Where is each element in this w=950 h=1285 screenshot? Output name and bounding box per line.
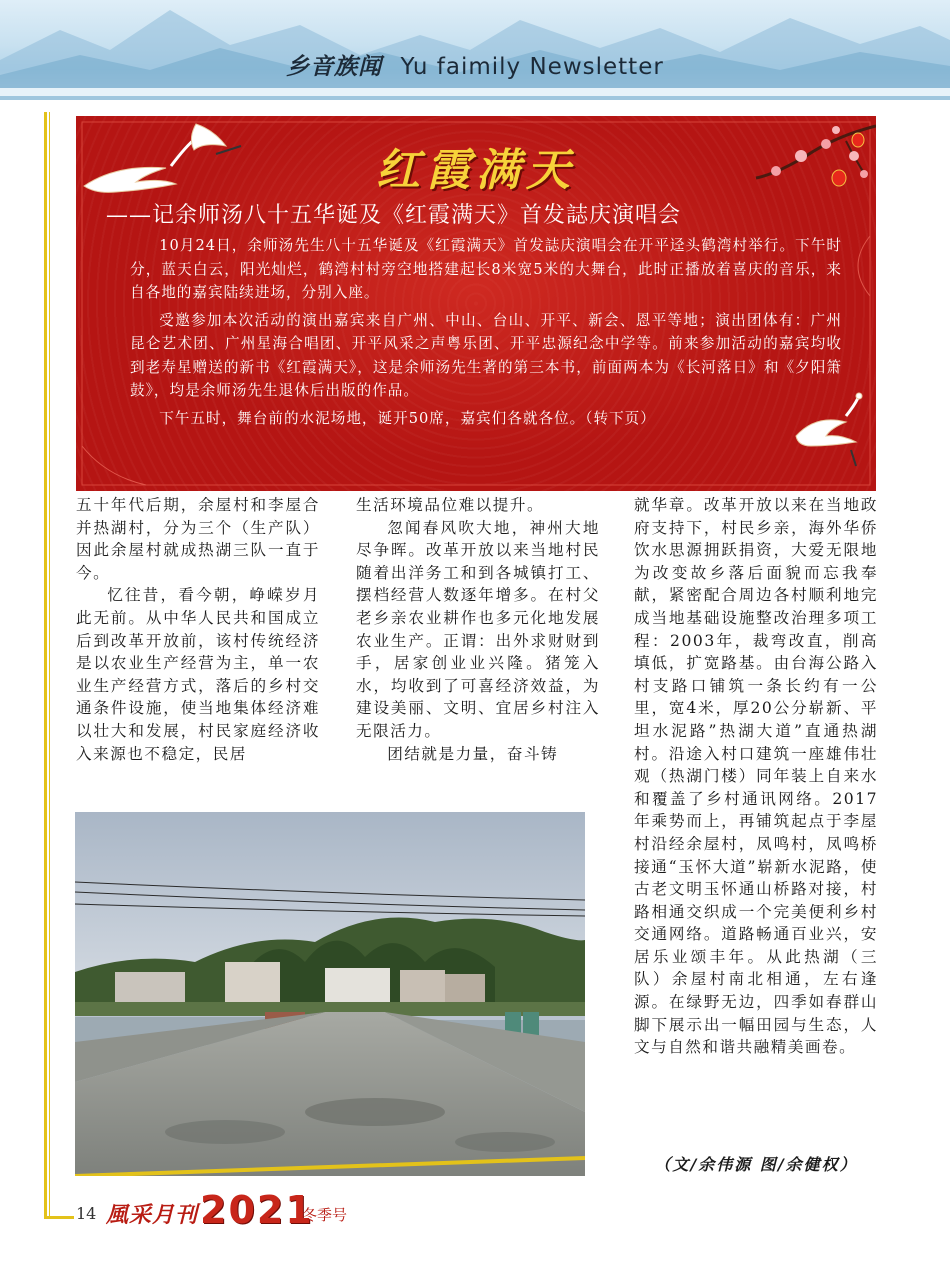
feature-intro	[130, 234, 842, 434]
feature-headline: 红霞满天	[376, 145, 576, 196]
feature-panel	[76, 116, 876, 491]
magazine-year: 2021	[200, 1188, 314, 1232]
article-paragraph: 生活环境品位难以提升。	[356, 496, 545, 514]
village-road-photo-illustration	[75, 812, 585, 1176]
gold-vertical-rule	[44, 112, 47, 1218]
header-divider	[0, 96, 950, 100]
gold-vertical-rule-thin	[49, 112, 50, 1218]
magazine-season: 冬季号	[302, 1206, 348, 1224]
newsletter-title	[0, 48, 950, 81]
article-column-2	[356, 494, 600, 765]
article-column-1	[76, 494, 320, 765]
newsletter-title-en: Yu faimily Newsletter	[400, 54, 664, 80]
newsletter-title-cn: 乡音族闻	[286, 53, 383, 80]
page-number: 14	[76, 1204, 97, 1223]
gold-horizontal-rule	[44, 1216, 74, 1219]
feature-paragraph: 10月24日，余师汤先生八十五华诞及《红霞满天》首发誌庆演唱会在开平迳头鹤湾村举行。下午时分，蓝天白云，阳光灿烂，鹤湾村村旁空地搭建起长8米宽5米的大舞台，此时正播放着喜庆的音乐，来自各地的嘉宾陆续进场，分别入座。	[130, 237, 842, 301]
article-paragraph: 五十年代后期，余屋村和李屋合并热湖村，分为三个（生产队）因此余屋村就成热湖三队一直于今。	[76, 496, 320, 582]
village-road-photo	[75, 812, 585, 1176]
article-column-3	[634, 494, 878, 1059]
feature-paragraph: 受邀参加本次活动的演出嘉宾来自广州、中山、台山、开平、新会、恩平等地；演出团体有：广州昆仑艺术团、广州星海合唱团、开平风采之声粤乐团、开平忠源纪念中学等。前来参加活动的嘉宾均收到老寿星赠送的新书《红霞满天》，这是余师汤先生著的第三本书，前面两本为《长河落日》和《夕阳箫鼓》，均是余师汤先生退休后出版的作品。	[130, 311, 842, 399]
header-banner	[0, 0, 950, 100]
article-paragraph: 忆往昔，看今朝，峥嵘岁月此无前。从中华人民共和国成立后到改革开放前，该村传统经济是以农业生产经营为主，单一农业生产经营方式，落后的乡村交通条件设施，使当地集体经济难以壮大和发展，村民家庭经济收入来源也不稳定，民居	[76, 586, 320, 763]
photo-credit: （文/余伟源 图/余健权）	[654, 1155, 858, 1174]
article-paragraph: 就华章。改革开放以来在当地政府支持下，村民乡亲，海外华侨饮水思源拥跃捐资，大爱无限地为改变故乡落后面貌而忘我奉献，紧密配合周边各村顺利地完成当地基础设施整改治理多项工程：2003年，裁弯改直，削高填低，扩宽路基。由台海公路入村支路口铺筑一条长约有一公里，宽4米，厚20公分崭新、平坦水泥路”热湖大道”直通热湖村。沿途入村口建筑一座雄伟壮观（热湖门楼）同年装上自来水和覆盖了乡村通讯网络。2017年乘势而上，再铺筑起点于李屋村沿经余屋村，凤鸣村，凤鸣桥接通“玉怀大道”崭新水泥路，使古老文明玉怀通山桥路对接，村路相通交织成一个完美便利乡村交通网络。道路畅通百业兴，安居乐业颂丰年。从此热湖（三队）余屋村南北相通，左右逢源。在绿野无边，四季如春群山脚下展示出一幅田园与生态，人文与自然和谐共融精美画卷。	[634, 496, 878, 1057]
article-paragraph: 团结就是力量，奋斗铸	[387, 744, 559, 763]
magazine-title: 風采月刊	[106, 1202, 199, 1228]
article-paragraph: 忽闻春风吹大地，神州大地尽争晖。改革开放以来当地村民随着出洋务工和到各城镇打工、摆档经营人数逐年增多。在村父老乡亲农业耕作也多元化地发展农业生产。正谓：出外求财财到手，居家创业业兴隆。猪笼入水，均收到了可喜经济效益，为建设美丽、文明、宜居乡村注入无限活力。	[356, 518, 600, 740]
feature-paragraph: 下午五时，舞台前的水泥场地，诞开50席，嘉宾们各就各位。（转下页）	[159, 409, 656, 427]
feature-subheadline: ——记余师汤八十五华诞及《红霞满天》首发誌庆演唱会	[106, 203, 682, 228]
